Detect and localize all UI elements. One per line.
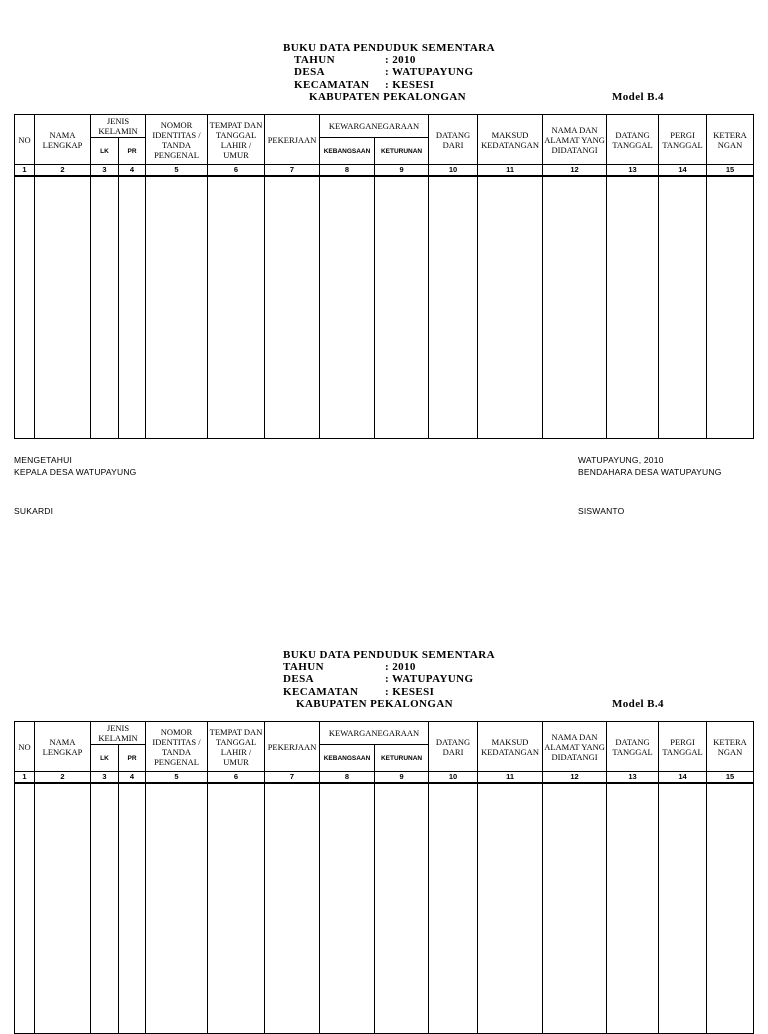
column-number: 5 xyxy=(146,772,208,784)
header-no: NO xyxy=(15,722,35,772)
column-number: 10 xyxy=(429,165,478,177)
column-number: 2 xyxy=(35,772,91,784)
population-table xyxy=(14,114,754,439)
kecamatan-value: : KESESI xyxy=(385,686,435,698)
column-number: 11 xyxy=(478,772,543,784)
column-number: 6 xyxy=(208,772,265,784)
header-kebangsaan: KEBANGSAAN xyxy=(320,745,375,772)
header-keterangan: KETERA NGAN xyxy=(707,722,754,772)
kecamatan-label: KECAMATAN xyxy=(294,79,370,91)
signature-right-name: SISWANTO xyxy=(578,506,625,516)
kecamatan-value: : KESESI xyxy=(385,79,435,91)
header-maksud-kedatangan: MAKSUD KEDATANGAN xyxy=(478,115,543,165)
kabupaten-label: KABUPATEN PEKALONGAN xyxy=(296,698,454,710)
header-jenis-kelamin: JENIS KELAMIN xyxy=(91,115,146,138)
table-cell xyxy=(320,783,375,1033)
header-keturunan: KETURUNAN xyxy=(375,138,429,165)
column-number: 15 xyxy=(707,165,754,177)
header-no: NO xyxy=(15,115,35,165)
column-number: 7 xyxy=(265,165,320,177)
desa-label: DESA xyxy=(294,66,325,78)
kabupaten-label: KABUPATEN PEKALONGAN xyxy=(309,91,467,103)
table-cell xyxy=(707,783,754,1033)
header-lk: LK xyxy=(91,745,119,772)
column-number: 13 xyxy=(607,165,659,177)
header-datang-dari: DATANG DARI xyxy=(429,722,478,772)
table-cell xyxy=(119,783,146,1033)
table-cell xyxy=(543,176,607,438)
header-pergi-tanggal: PERGI TANGGAL xyxy=(659,722,707,772)
tahun-label: TAHUN xyxy=(294,54,335,66)
header-pekerjaan: PEKERJAAN xyxy=(265,722,320,772)
header-lk: LK xyxy=(91,138,119,165)
column-number: 2 xyxy=(35,165,91,177)
table-cell xyxy=(208,176,265,438)
desa-label: DESA xyxy=(283,673,314,685)
tahun-label: TAHUN xyxy=(283,661,324,673)
column-number: 6 xyxy=(208,165,265,177)
form-title: BUKU DATA PENDUDUK SEMENTARA xyxy=(283,42,495,54)
column-number: 5 xyxy=(146,165,208,177)
table-cell xyxy=(375,176,429,438)
header-pr: PR xyxy=(119,138,146,165)
column-number: 1 xyxy=(15,165,35,177)
column-number: 10 xyxy=(429,772,478,784)
tahun-value: : 2010 xyxy=(385,54,416,66)
table-cell xyxy=(478,783,543,1033)
table-cell xyxy=(707,176,754,438)
table-cell xyxy=(429,783,478,1033)
form-header xyxy=(0,649,768,729)
table-cell xyxy=(146,783,208,1033)
table-cell xyxy=(35,176,91,438)
column-number: 9 xyxy=(375,772,429,784)
header-datang-tanggal: DATANG TANGGAL xyxy=(607,115,659,165)
desa-value: : WATUPAYUNG xyxy=(385,673,474,685)
table-cell xyxy=(119,176,146,438)
header-pekerjaan: PEKERJAAN xyxy=(265,115,320,165)
column-number: 3 xyxy=(91,165,119,177)
kepala-desa-label: KEPALA DESA WATUPAYUNG xyxy=(14,467,137,477)
table-cell xyxy=(91,176,119,438)
table-cell xyxy=(659,783,707,1033)
header-nama-lengkap: NAMA LENGKAP xyxy=(35,722,91,772)
header-maksud-kedatangan: MAKSUD KEDATANGAN xyxy=(478,722,543,772)
column-number: 9 xyxy=(375,165,429,177)
table-cell xyxy=(607,176,659,438)
table-cell xyxy=(320,176,375,438)
table-cell xyxy=(607,783,659,1033)
table-cell xyxy=(478,176,543,438)
model-label: Model B.4 xyxy=(612,698,664,710)
form-page-1 xyxy=(0,42,768,174)
table-cell xyxy=(375,783,429,1033)
header-jenis-kelamin: JENIS KELAMIN xyxy=(91,722,146,745)
column-number: 14 xyxy=(659,772,707,784)
header-pr: PR xyxy=(119,745,146,772)
table-cell xyxy=(659,176,707,438)
model-label: Model B.4 xyxy=(612,91,664,103)
header-pergi-tanggal: PERGI TANGGAL xyxy=(659,115,707,165)
table-cell xyxy=(208,783,265,1033)
column-number: 8 xyxy=(320,165,375,177)
form-title: BUKU DATA PENDUDUK SEMENTARA xyxy=(283,649,495,661)
tahun-value: : 2010 xyxy=(385,661,416,673)
header-nama-alamat: NAMA DAN ALAMAT YANG DIDATANGI xyxy=(543,722,607,772)
column-number: 13 xyxy=(607,772,659,784)
header-nomor-identitas: NOMOR IDENTITAS / TANDA PENGENAL xyxy=(146,722,208,772)
column-number: 12 xyxy=(543,165,607,177)
header-datang-tanggal: DATANG TANGGAL xyxy=(607,722,659,772)
desa-value: : WATUPAYUNG xyxy=(385,66,474,78)
table-body-row xyxy=(15,783,754,1033)
header-tempat-tanggal-lahir: TEMPAT DAN TANGGAL LAHIR / UMUR xyxy=(208,722,265,772)
column-number: 4 xyxy=(119,165,146,177)
column-number-row xyxy=(15,772,754,784)
table-cell xyxy=(543,783,607,1033)
header-keturunan: KETURUNAN xyxy=(375,745,429,772)
column-number: 12 xyxy=(543,772,607,784)
header-kewarganegaraan: KEWARGANEGARAAN xyxy=(320,115,429,138)
header-datang-dari: DATANG DARI xyxy=(429,115,478,165)
table-body-row xyxy=(15,176,754,438)
table-cell xyxy=(15,783,35,1033)
bendahara-label: BENDAHARA DESA WATUPAYUNG xyxy=(578,467,722,477)
place-date-label: WATUPAYUNG, 2010 xyxy=(578,455,664,465)
header-nomor-identitas: NOMOR IDENTITAS / TANDA PENGENAL xyxy=(146,115,208,165)
signature-left-block xyxy=(14,454,137,478)
form-page-2 xyxy=(0,649,768,781)
column-number: 1 xyxy=(15,772,35,784)
column-number: 11 xyxy=(478,165,543,177)
header-tempat-tanggal-lahir: TEMPAT DAN TANGGAL LAHIR / UMUR xyxy=(208,115,265,165)
kecamatan-label: KECAMATAN xyxy=(283,686,359,698)
column-number: 15 xyxy=(707,772,754,784)
header-kewarganegaraan: KEWARGANEGARAAN xyxy=(320,722,429,745)
table-cell xyxy=(15,176,35,438)
column-number: 14 xyxy=(659,165,707,177)
column-number: 7 xyxy=(265,772,320,784)
table-cell xyxy=(91,783,119,1033)
table-cell xyxy=(265,783,320,1033)
column-number-row xyxy=(15,165,754,177)
form-header xyxy=(0,42,768,122)
signature-right-block xyxy=(578,454,722,478)
table-cell xyxy=(35,783,91,1033)
header-nama-alamat: NAMA DAN ALAMAT YANG DIDATANGI xyxy=(543,115,607,165)
signature-left-name: SUKARDI xyxy=(14,506,54,516)
column-number: 8 xyxy=(320,772,375,784)
column-number: 3 xyxy=(91,772,119,784)
table-cell xyxy=(146,176,208,438)
table-cell xyxy=(265,176,320,438)
population-table xyxy=(14,721,754,1034)
header-keterangan: KETERA NGAN xyxy=(707,115,754,165)
column-number: 4 xyxy=(119,772,146,784)
table-cell xyxy=(429,176,478,438)
mengetahui-label: MENGETAHUI xyxy=(14,455,73,465)
header-nama-lengkap: NAMA LENGKAP xyxy=(35,115,91,165)
header-kebangsaan: KEBANGSAAN xyxy=(320,138,375,165)
